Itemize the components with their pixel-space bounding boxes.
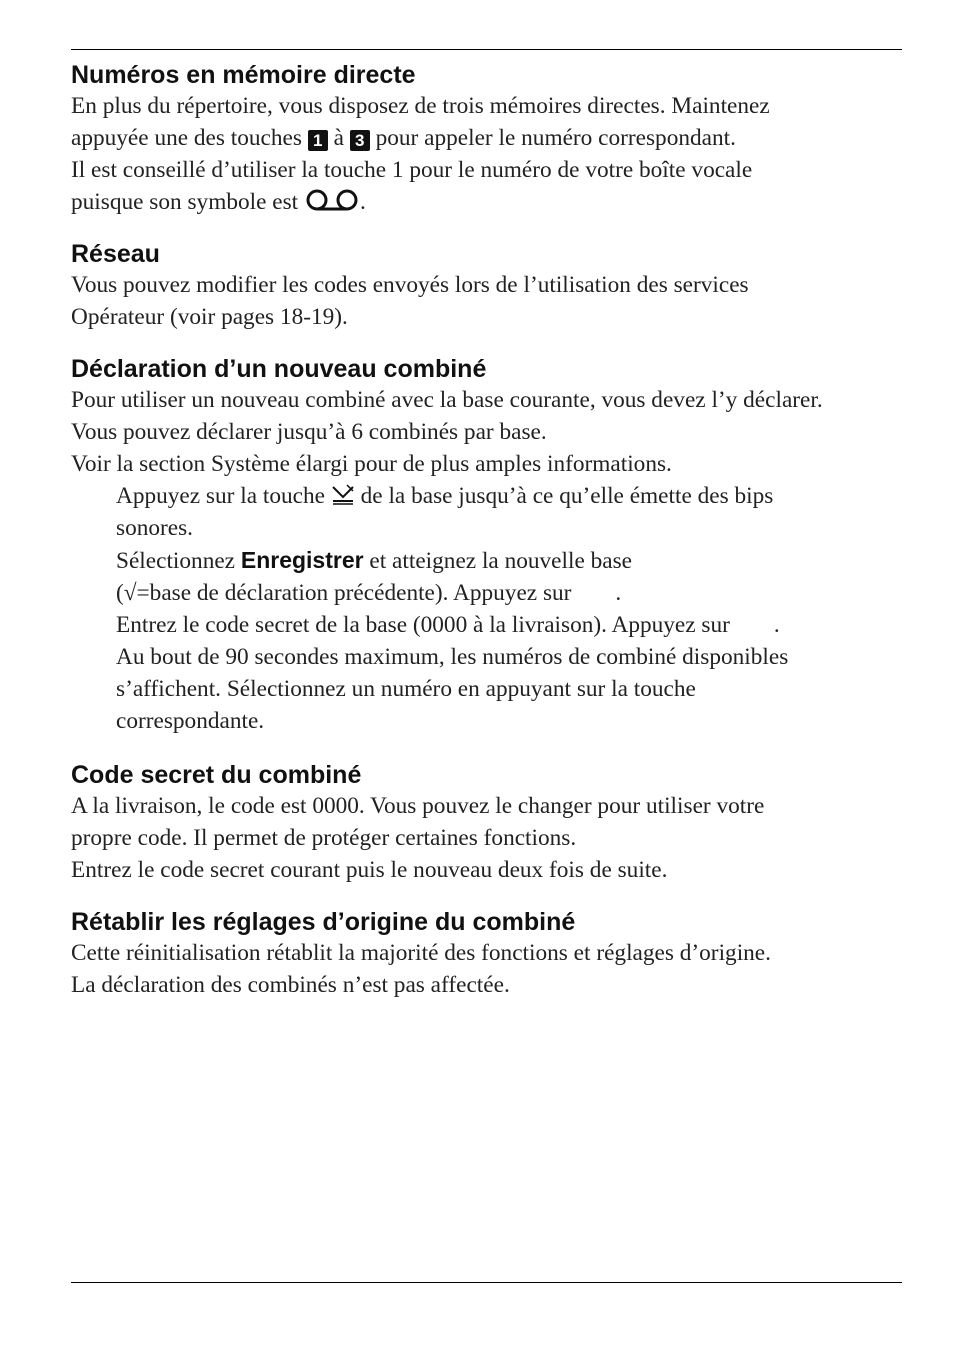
step-line: Sélectionnez Enregistrer et atteignez la nouvelle base: [116, 547, 633, 574]
paragraph-line: Cette réinitialisation rétablit la majorité des fonctions et réglages d’origine.: [71, 940, 771, 966]
section-title: Code secret du combiné: [71, 761, 362, 789]
step-line: correspondante.: [116, 708, 265, 734]
paragraph-line: Vous pouvez modifier les codes envoyés lors de l’utilisation des services: [71, 272, 749, 298]
paragraph-line: La déclaration des combinés n’est pas affectée.: [71, 972, 510, 998]
section-title: Rétablir les réglages d’origine du combiné: [71, 908, 576, 936]
paging-button-icon: [331, 483, 355, 505]
top-rule: [71, 49, 902, 50]
section-reset-handset: [71, 907, 902, 1001]
paragraph-line: Entrez le code secret courant puis le nouveau deux fois de suite.: [71, 857, 668, 883]
paragraph-line: appuyée une des touches 1 à 3 pour appeler le numéro correspondant.: [71, 125, 736, 151]
step-line: Appuyez sur la touche de la base jusqu’à ce qu’elle émette des bips: [116, 483, 774, 509]
paragraph-line: A la livraison, le code est 0000. Vous pouvez le changer pour utiliser votre: [71, 793, 765, 819]
paragraph-line: Pour utiliser un nouveau combiné avec la base courante, vous devez l’y déclarer.: [71, 387, 823, 413]
section-new-handset: [71, 354, 902, 737]
paragraph-line: Vous pouvez déclarer jusqu’à 6 combinés par base.: [71, 419, 547, 445]
paragraph-line: Il est conseillé d’utiliser la touche 1 pour le numéro de votre boîte vocale: [71, 157, 753, 183]
section-direct-memory: [71, 60, 902, 218]
section-title: Déclaration d’un nouveau combiné: [71, 355, 487, 383]
paragraph-line: Voir la section Système élargi pour de plus amples informations.: [71, 451, 672, 477]
paragraph-line: En plus du répertoire, vous disposez de trois mémoires directes. Maintenez: [71, 93, 770, 119]
section-network: [71, 239, 902, 333]
menu-option-enregistrer: Enregistrer: [240, 547, 364, 573]
voicemail-icon: [304, 189, 360, 211]
bottom-rule: [71, 1282, 902, 1283]
section-handset-pin: [71, 760, 902, 886]
step-line: sonores.: [116, 515, 194, 541]
paragraph-line: puisque son symbole est .: [71, 189, 366, 215]
section-title: Numéros en mémoire directe: [71, 61, 416, 89]
key-3-icon: 3: [350, 130, 370, 151]
key-1-icon: 1: [308, 130, 328, 151]
paragraph-line: Opérateur (voir pages 18-19).: [71, 304, 348, 330]
step-line: Au bout de 90 secondes maximum, les numéros de combiné disponibles: [116, 644, 789, 670]
step-line: s’affichent. Sélectionnez un numéro en appuyant sur la touche: [116, 676, 696, 702]
paragraph-line: propre code. Il permet de protéger certaines fonctions.: [71, 825, 577, 851]
section-title: Réseau: [71, 240, 160, 268]
step-line: Entrez le code secret de la base (0000 à la livraison). Appuyez sur .: [116, 612, 780, 638]
step-line: (√=base de déclaration précédente). Appuyez sur .: [116, 580, 622, 606]
